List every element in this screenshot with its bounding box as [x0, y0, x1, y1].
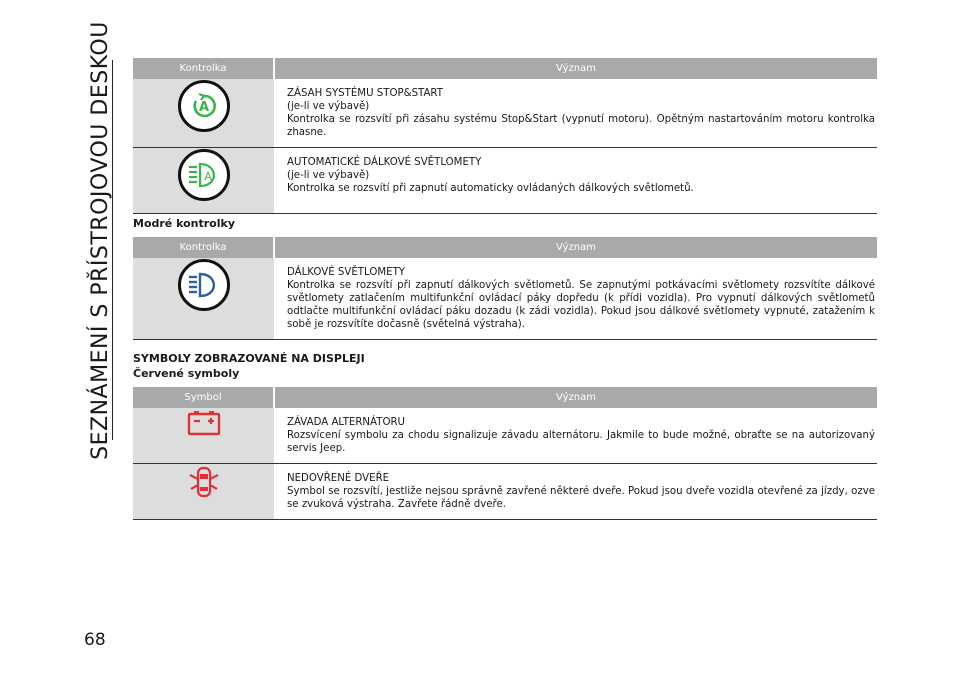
table-row: [133, 79, 877, 148]
icon-cell: [133, 408, 274, 464]
section-heading-red: Červené symboly: [133, 367, 240, 380]
row-description: Kontrolka se rozsvítí při zapnutí automaticky ovládaných dálkových světlometů.: [287, 183, 694, 194]
meaning-cell: [274, 408, 877, 464]
display-symbols-table: [133, 387, 877, 520]
column-header-meaning: Význam: [274, 58, 877, 79]
icon-cell: [133, 79, 274, 148]
meaning-cell: [274, 79, 877, 148]
row-description: Kontrolka se rozsvítí při zásahu systému Stop&Start (vypnutí motoru). Opětným nastartováním motoru kontrolka zhasne.: [287, 114, 875, 138]
table-header-row: [133, 387, 877, 408]
page-content: [133, 58, 877, 520]
auto-high-beam-icon: [178, 149, 230, 201]
side-chapter-title-text: SEZNÁMENÍ S PŘÍSTROJOVOU DESKOU: [87, 20, 113, 460]
row-subtitle: (je-li ve výbavě): [287, 170, 370, 181]
battery-icon: [186, 409, 222, 442]
stop-start-icon: [178, 80, 230, 132]
icon-cell: [133, 148, 274, 214]
table-header-row: [133, 237, 877, 258]
page-number: 68: [84, 630, 106, 650]
warning-lights-table-2: [133, 237, 877, 340]
side-rule: [112, 60, 113, 440]
column-header-meaning: Význam: [274, 237, 877, 258]
meaning-cell: [274, 148, 877, 214]
warning-lights-table-1: [133, 58, 877, 214]
icon-cell: [133, 464, 274, 520]
section-heading-blue: Modré kontrolky: [133, 217, 235, 230]
table-row: [133, 408, 877, 464]
row-title: AUTOMATICKÉ DÁLKOVÉ SVĚTLOMETY: [287, 157, 482, 168]
section-heading-display: SYMBOLY ZOBRAZOVANÉ NA DISPLEJI: [133, 352, 365, 365]
door-open-icon: [187, 465, 221, 504]
table-row: [133, 464, 877, 520]
table-row: [133, 258, 877, 340]
column-header-meaning: Význam: [274, 387, 877, 408]
column-header-indicator: Kontrolka: [133, 237, 274, 258]
icon-cell: [133, 258, 274, 340]
column-header-indicator: Kontrolka: [133, 58, 274, 79]
table-header-row: [133, 58, 877, 79]
row-description: Rozsvícení symbolu za chodu signalizuje závadu alternátoru. Jakmile to bude možné, obraťte se na autorizovaný servis Jeep.: [287, 430, 875, 454]
svg-text:A: A: [198, 100, 209, 115]
row-description: Symbol se rozsvítí, jestliže nejsou správně zavřené některé dveře. Pokud jsou dveře vozidla otevřené za jízdy, ozve se zvuková výstraha. Zavřete řádně dveře.: [287, 486, 875, 510]
meaning-cell: [274, 464, 877, 520]
meaning-cell: [274, 258, 877, 340]
row-title: DÁLKOVÉ SVĚTLOMETY: [287, 267, 406, 278]
row-title: NEDOVŘENÉ DVEŘE: [287, 473, 390, 484]
high-beam-icon: [178, 259, 230, 311]
table-row: [133, 148, 877, 214]
column-header-symbol: Symbol: [133, 387, 274, 408]
svg-text:A: A: [203, 170, 212, 183]
row-description: Kontrolka se rozsvítí při zapnutí dálkových světlometů. Se zapnutými potkávacími světlomety rozsvítíte dálkové světlomety zatlačením multifunkční ovládací páky dopředu (k přídi vozidla). Pro vypnutí dálkových světlometů odtlačte multifunkční ovládací páku dozadu (k zádi vozidla). Pokud jsou dálkové světlomety vypnuté, zatažením k sobě je rozsvítíte dočasně (světelná výstraha).: [287, 280, 875, 330]
row-subtitle: (je-li ve výbavě): [287, 101, 370, 112]
row-title: ZÁVADA ALTERNÁTORU: [287, 417, 406, 428]
row-title: ZÁSAH SYSTÉMU STOP&START: [287, 88, 443, 99]
